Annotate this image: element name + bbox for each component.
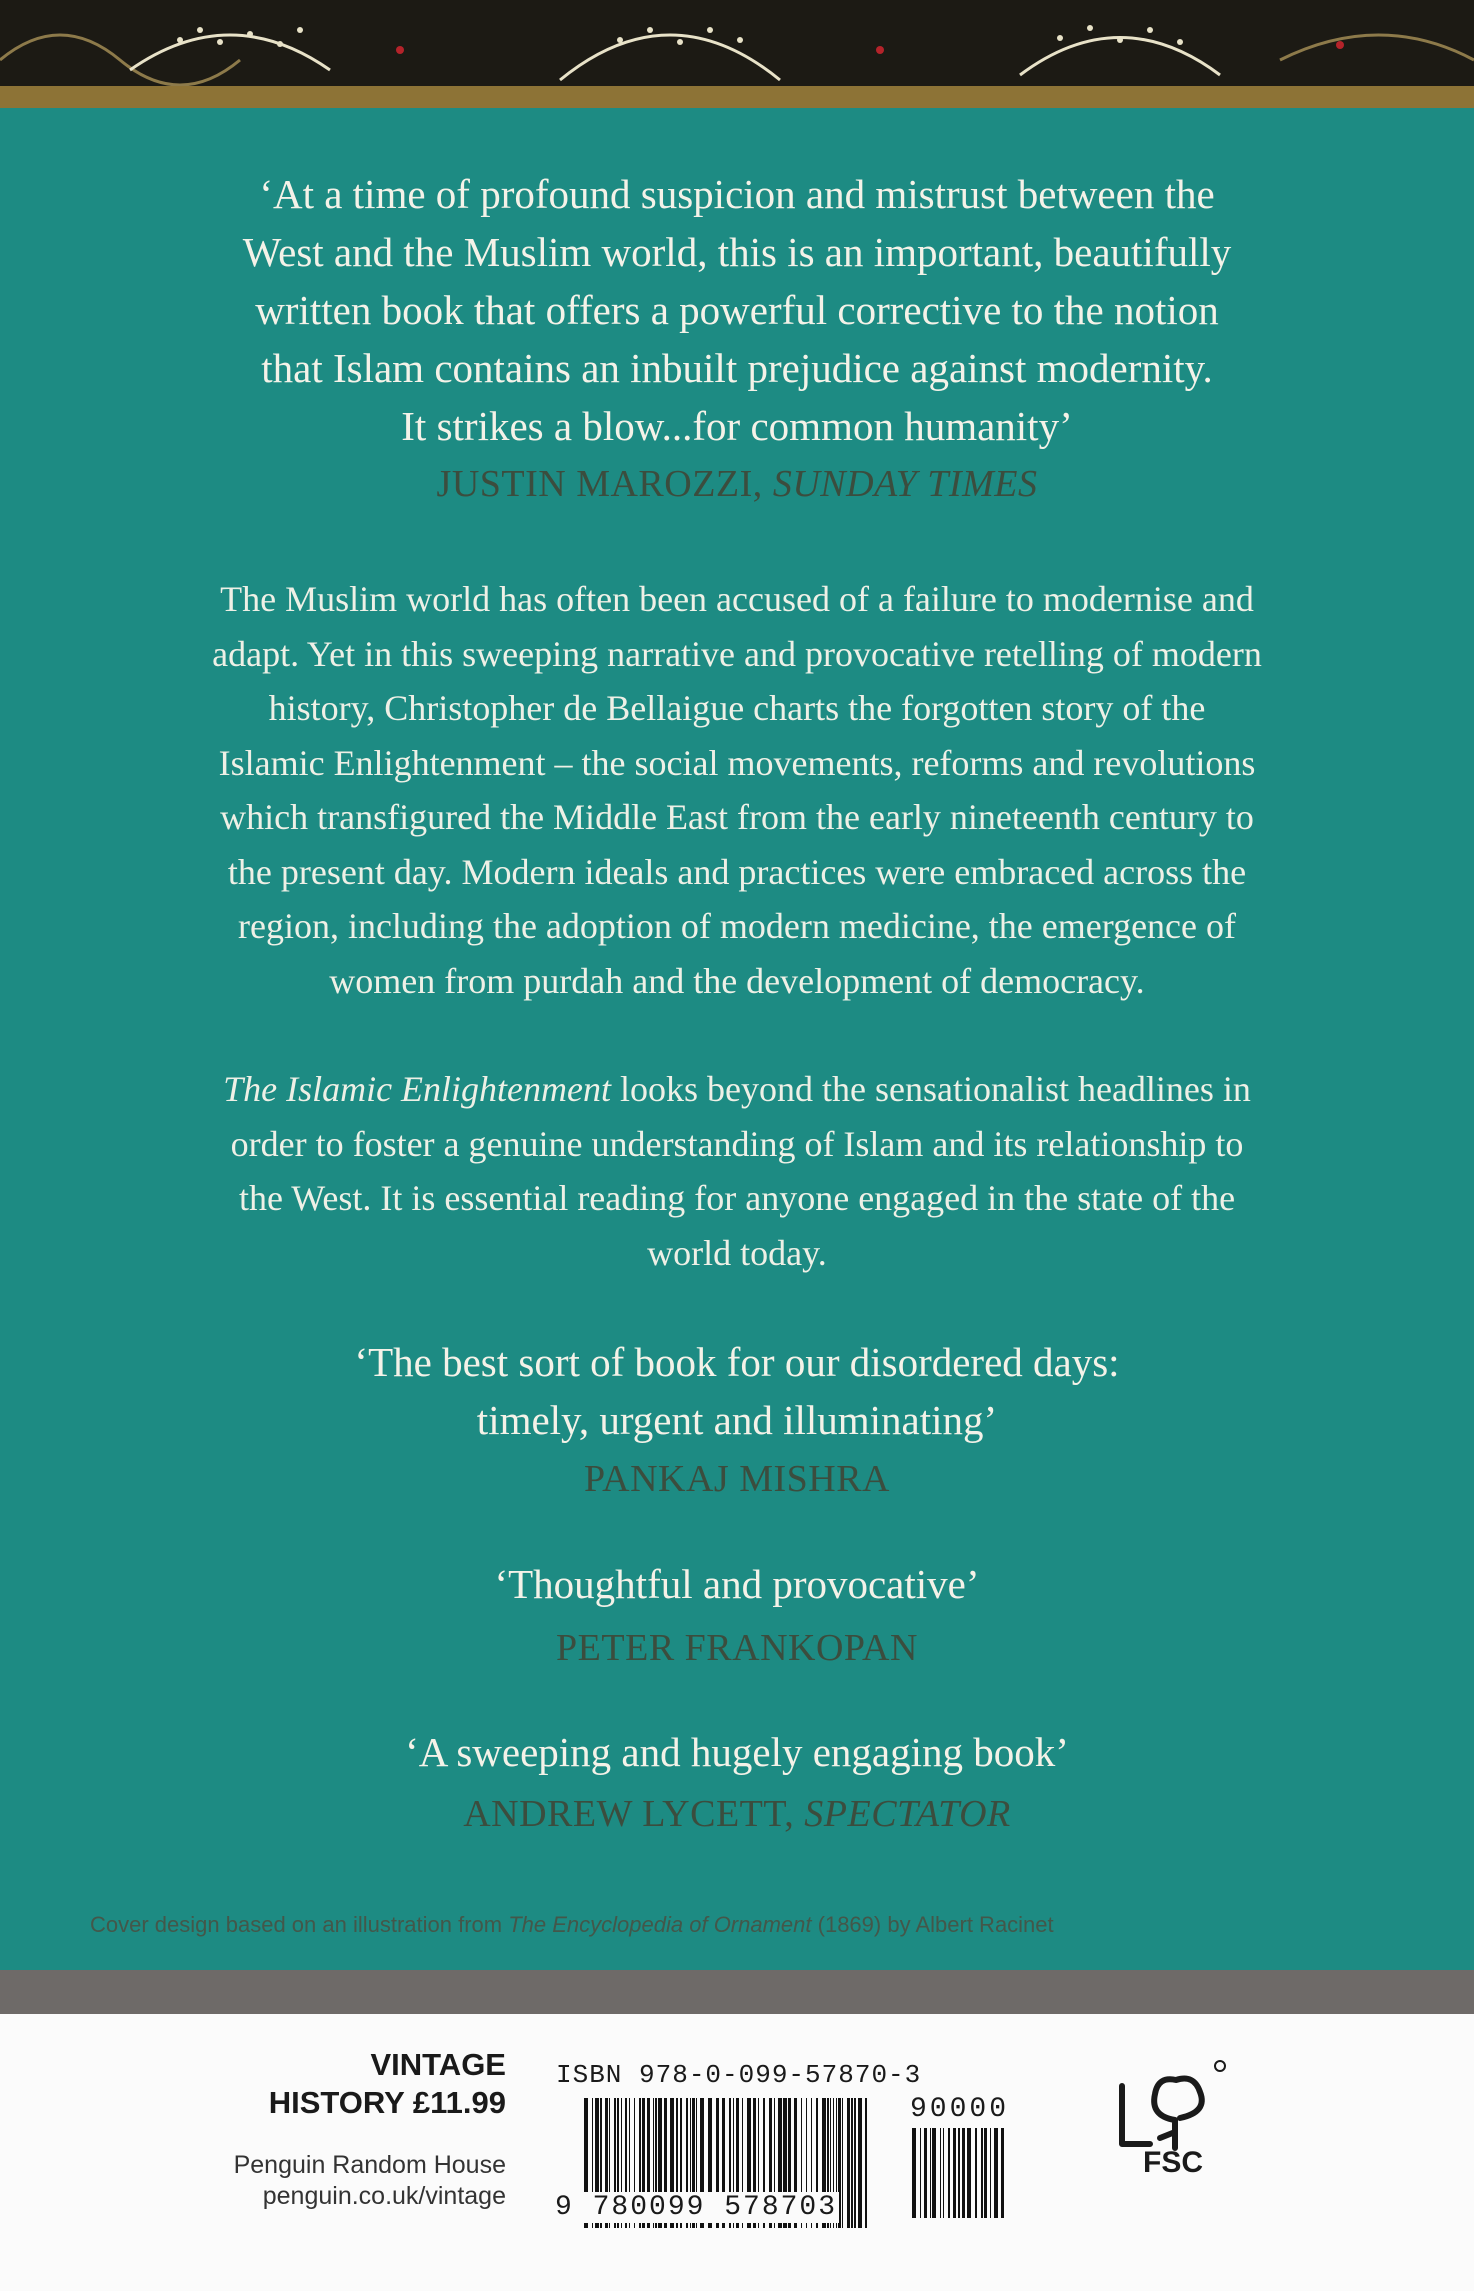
publisher-website: penguin.co.uk/vintage: [262, 2182, 506, 2210]
publisher-group: Penguin Random House: [233, 2151, 506, 2179]
blurb-line: [88, 1062, 1386, 1117]
blurb-line: women from purdah and the development of democracy.: [329, 960, 1145, 1001]
blurb-line: the present day. Modern ideals and practices were embraced across the: [227, 851, 1247, 892]
publisher-info: [180, 2046, 506, 2212]
blurb-line: the West. It is essential reading for anyone engaged in the state of the: [238, 1178, 1236, 1218]
blurb-line: world today.: [647, 1232, 827, 1273]
barcode-bar: [1001, 2128, 1004, 2218]
blurb-line: Islamic Enlightenment – the social movements, reforms and revolutions: [218, 742, 1256, 783]
attribution-andrew-lycett: [80, 1792, 1394, 1836]
grey-band: [0, 1970, 1474, 2014]
barcode-bar: [940, 2128, 941, 2218]
quote-line: ‘At a time of profound suspicion and mistrust between the: [259, 171, 1215, 217]
barcode-bar: [865, 2098, 867, 2228]
attribution-peter-frankopan: [80, 1626, 1394, 1670]
barcode-bar: [842, 2098, 843, 2228]
barcode-bar: [990, 2128, 991, 2218]
barcode-bar: [851, 2098, 853, 2228]
quote-line: timely, urgent and illuminating’: [476, 1397, 998, 1443]
attribution-source: SUNDAY TIMES: [772, 463, 1038, 505]
attribution-author: JUSTIN MAROZZI,: [436, 463, 763, 505]
barcode-bar: [984, 2128, 987, 2218]
attribution-justin-marozzi: [80, 462, 1394, 506]
quote-andrew-lycett: [80, 1723, 1394, 1781]
cover-design-credit: [90, 1912, 1390, 1938]
blurb-line: adapt. Yet in this sweeping narrative and provocative retelling of modern: [212, 633, 1262, 674]
price-code: 90000: [910, 2094, 1010, 2125]
barcode-bar: [953, 2128, 956, 2218]
barcode-bar: [847, 2098, 850, 2228]
barcode-bar: [858, 2098, 862, 2228]
credit-text: Cover design based on an illustration from: [90, 1912, 509, 1937]
barcode-bar: [920, 2128, 921, 2218]
quote-line: that Islam contains an inbuilt prejudice against modernity.: [261, 345, 1213, 391]
attribution-author: PETER FRANKOPAN: [556, 1627, 918, 1669]
barcode-bar: [948, 2128, 950, 2218]
credit-work-title: The Encyclopedia of Ornament: [508, 1912, 812, 1937]
blurb-paragraph-1: [88, 572, 1386, 1008]
quote-pankaj-mishra: [80, 1333, 1394, 1449]
fsc-label: FSC: [1143, 2146, 1203, 2179]
blurb-line: The Muslim world has often been accused of a failure to modernise and: [220, 579, 1254, 619]
quote-peter-frankopan: [80, 1555, 1394, 1613]
imprint: VINTAGE: [370, 2047, 506, 2082]
quote-justin-marozzi: [80, 165, 1394, 455]
barcode-bar: [994, 2128, 998, 2218]
book-title: The Islamic Enlightenment: [223, 1069, 612, 1109]
quote-line: It strikes a blow...for common humanity’: [401, 403, 1073, 449]
blurb-line-rest: looks beyond the sensationalist headlines in: [611, 1069, 1251, 1109]
quote-line: ‘The best sort of book for our disordered days:: [354, 1339, 1120, 1385]
attribution-pankaj-mishra: [80, 1457, 1394, 1501]
barcode-bar: [958, 2128, 960, 2218]
attribution-author: ANDREW LYCETT,: [463, 1793, 795, 1835]
blurb-line: which transfigured the Middle East from the early nineteenth century to: [220, 797, 1254, 837]
blurb-paragraph-2: [88, 1062, 1386, 1280]
barcode-bar: [962, 2128, 965, 2218]
quote-line: ‘Thoughtful and provocative’: [494, 1561, 980, 1607]
isbn-text: ISBN 978-0-099-57870-3: [556, 2060, 922, 2090]
ean-digits: 9 780099 578703: [555, 2192, 838, 2223]
credit-text-end: (1869) by Albert Racinet: [811, 1912, 1054, 1937]
quote-line: written book that offers a powerful corrective to the notion: [255, 287, 1219, 333]
quote-line: West and the Muslim world, this is an important, beautifully: [242, 229, 1232, 275]
gold-band: [0, 86, 1474, 108]
barcode-bar: [930, 2128, 931, 2218]
barcode-bar: [975, 2128, 977, 2218]
barcode-bar: [943, 2128, 944, 2218]
blurb-line: region, including the adoption of modern medicine, the emergence of: [237, 906, 1236, 946]
blurb-line: history, Christopher de Bellaigue charts the forgotten story of the: [268, 688, 1206, 728]
barcode-bar: [932, 2128, 936, 2218]
quote-line: ‘A sweeping and hugely engaging book’: [405, 1729, 1069, 1775]
attribution-source: SPECTATOR: [804, 1793, 1011, 1835]
blurb-line: order to foster a genuine understanding of Islam and its relationship to: [230, 1123, 1244, 1164]
addon-barcode: [910, 2128, 1010, 2218]
category-price: HISTORY £11.99: [268, 2085, 506, 2120]
barcode-bar: [924, 2128, 927, 2218]
barcode-bar: [981, 2128, 983, 2218]
barcode-bar: [912, 2128, 916, 2218]
barcode-bar: [854, 2098, 856, 2228]
barcode-bar: [967, 2128, 971, 2218]
attribution-author: PANKAJ MISHRA: [583, 1458, 890, 1500]
